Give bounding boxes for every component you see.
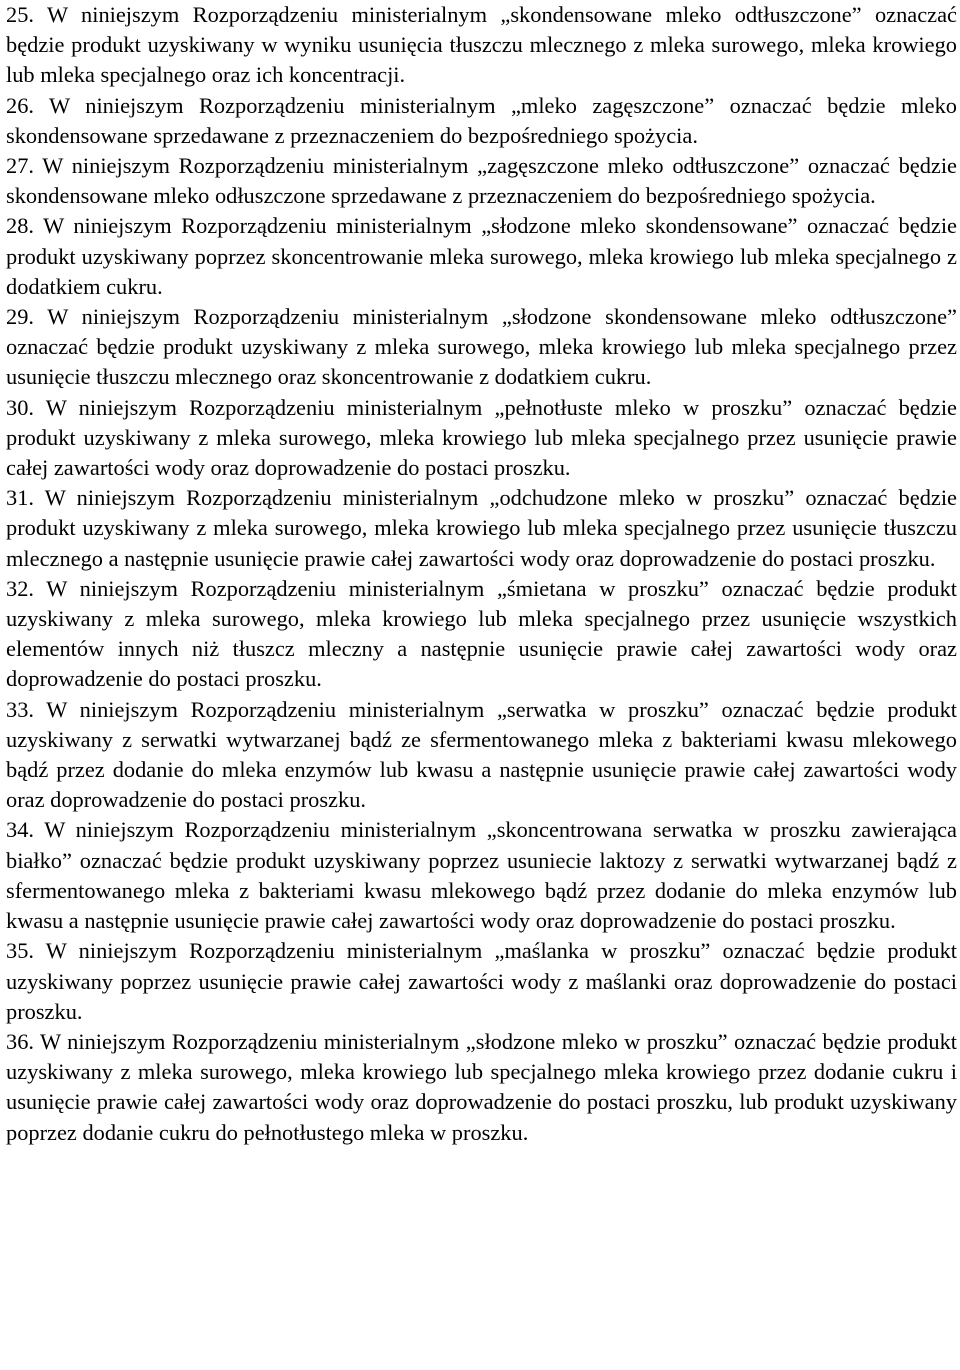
definition-26: 26. W niniejszym Rozporządzeniu ministerialnym „mleko zagęszczone” oznaczać będzie mleko skondensowane sprzedawane z przeznaczeniem do bezpośredniego spożycia.	[6, 92, 957, 148]
definition-31: 31. W niniejszym Rozporządzeniu ministerialnym „odchudzone mleko w proszku” oznaczać będzie produkt uzyskiwany z mleka surowego, mleka krowiego lub mleka specjalnego przez usunięcie tłuszczu mlecznego a następnie usunięcie prawie całej zawartości wody oraz doprowadzenie do postaci proszku.	[6, 485, 957, 571]
definition-29: 29. W niniejszym Rozporządzeniu ministerialnym „słodzone skondensowane mleko odtłuszczone” oznaczać będzie produkt uzyskiwany z mleka surowego, mleka krowiego lub mleka specjalnego przez usunięcie tłuszczu mlecznego oraz skoncentrowanie z dodatkiem cukru.	[6, 304, 957, 390]
definition-32: 32. W niniejszym Rozporządzeniu ministerialnym „śmietana w proszku” oznaczać będzie produkt uzyskiwany z mleka surowego, mleka krowiego lub mleka specjalnego przez usunięcie wszystkich elementów innych niż tłuszcz mleczny a następnie usunięcie prawie całej zawartości wody oraz doprowadzenie do postaci proszku.	[6, 575, 957, 692]
definition-35: 35. W niniejszym Rozporządzeniu ministerialnym „maślanka w proszku” oznaczać będzie produkt uzyskiwany poprzez usunięcie prawie całej zawartości wody z maślanki oraz doprowadzenie do postaci proszku.	[6, 938, 957, 1024]
definition-36: 36. W niniejszym Rozporządzeniu ministerialnym „słodzone mleko w proszku” oznaczać będzie produkt uzyskiwany z mleka surowego, mleka krowiego lub specjalnego mleka krowiego przez dodanie cukru i usunięcie prawie całej zawartości wody oraz doprowadzenie do postaci proszku, lub produkt uzyskiwany poprzez dodanie cukru do pełnotłustego mleka w proszku.	[6, 1028, 957, 1145]
definition-27: 27. W niniejszym Rozporządzeniu ministerialnym „zagęszczone mleko odtłuszczone” oznaczać będzie skondensowane mleko odłuszczone sprzedawane z przeznaczeniem do bezpośredniego spożycia.	[6, 153, 957, 209]
definition-25: 25. W niniejszym Rozporządzeniu ministerialnym „skondensowane mleko odtłuszczone” oznaczać będzie produkt uzyskiwany w wyniku usunięcia tłuszczu mlecznego z mleka surowego, mleka krowiego lub mleka specjalnego oraz ich koncentracji.	[6, 2, 957, 88]
definition-33: 33. W niniejszym Rozporządzeniu ministerialnym „serwatka w proszku” oznaczać będzie produkt uzyskiwany z serwatki wytwarzanej bądź ze sfermentowanego mleka z bakteriami kwasu mlekowego bądź przez dodanie do mleka enzymów lub kwasu a następnie usunięcie prawie całej zawartości wody oraz doprowadzenie do postaci proszku.	[6, 696, 957, 813]
document-body	[6, 0, 957, 1148]
definition-34: 34. W niniejszym Rozporządzeniu ministerialnym „skoncentrowana serwatka w proszku zawierająca białko” oznaczać będzie produkt uzyskiwany poprzez usuniecie laktozy z serwatki wytwarzanej bądź z sfermentowanego mleka z bakteriami kwasu mlekowego bądź przez dodanie do mleka enzymów lub kwasu a następnie usunięcie prawie całej zawartości wody oraz doprowadzenie do postaci proszku.	[6, 817, 957, 934]
definition-28: 28. W niniejszym Rozporządzeniu ministerialnym „słodzone mleko skondensowane” oznaczać będzie produkt uzyskiwany poprzez skoncentrowanie mleka surowego, mleka krowiego lub mleka specjalnego z dodatkiem cukru.	[6, 213, 957, 299]
definition-30: 30. W niniejszym Rozporządzeniu ministerialnym „pełnotłuste mleko w proszku” oznaczać będzie produkt uzyskiwany z mleka surowego, mleka krowiego lub mleka specjalnego przez usunięcie prawie całej zawartości wody oraz doprowadzenie do postaci proszku.	[6, 394, 957, 481]
